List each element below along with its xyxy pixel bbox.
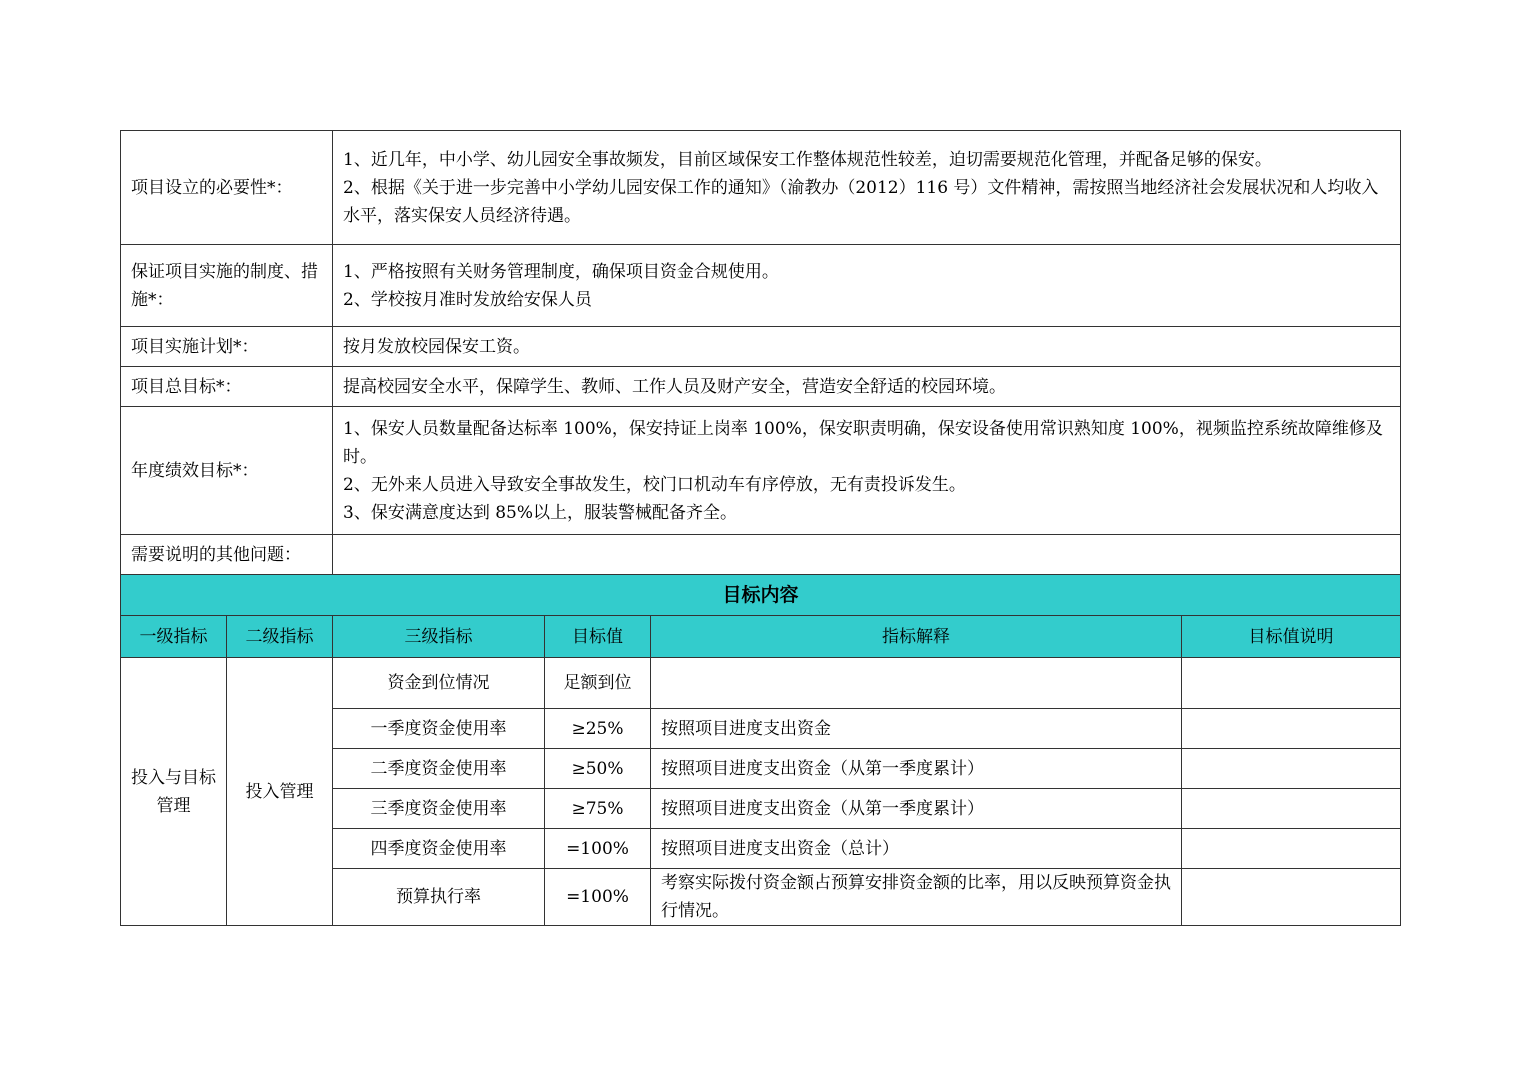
value-cell: ≥25% [545,709,651,749]
other-label: 需要说明的其他问题： [121,535,333,575]
indicator-cell: 资金到位情况 [333,658,545,709]
header-explanation: 指标解释 [651,616,1182,658]
value-cell: =100% [545,869,651,926]
note-cell [1182,829,1401,869]
annual-line-3: 3、保安满意度达到 85%以上，服装警械配备齐全。 [343,502,738,523]
note-cell [1182,749,1401,789]
value-cell: =100% [545,829,651,869]
note-cell [1182,658,1401,709]
explain-cell: 按照项目进度支出资金（从第一季度累计） [651,749,1182,789]
explain-cell: 按照项目进度支出资金 [651,709,1182,749]
plan-label: 项目实施计划*： [121,327,333,367]
explain-cell: 考察实际拨付资金额占预算安排资金额的比率，用以反映预算资金执行情况。 [651,869,1182,926]
header-level1: 一级指标 [121,616,227,658]
target-title: 目标内容 [121,575,1401,616]
target-header-row [121,616,1401,658]
necessity-line-1: 1、近几年，中小学、幼儿园安全事故频发，目前区域保安工作整体规范性较差，迫切需要规范化管理，并配备足够的保安。 [343,149,1272,170]
value-cell: ≥75% [545,789,651,829]
header-level3: 三级指标 [333,616,545,658]
goal-label: 项目总目标*： [121,367,333,407]
annual-line-2: 2、无外来人员进入导致安全事故发生，校门口机动车有序停放，无有责投诉发生。 [343,474,966,495]
indicator-cell: 预算执行率 [333,869,545,926]
note-cell [1182,789,1401,829]
annual-content [333,407,1401,535]
header-target-value: 目标值 [545,616,651,658]
value-cell: 足额到位 [545,658,651,709]
target-title-row [121,575,1401,616]
measures-content [333,245,1401,327]
measures-label: 保证项目实施的制度、措施*： [121,245,333,327]
necessity-label: 项目设立的必要性*： [121,131,333,245]
measures-line-2: 2、学校按月准时发放给安保人员 [343,289,592,310]
indicator-cell: 四季度资金使用率 [333,829,545,869]
goal-value: 提高校园安全水平，保障学生、教师、工作人员及财产安全，营造安全舒适的校园环境。 [333,367,1401,407]
annual-line-1: 1、保安人员数量配备达标率 100%，保安持证上岗率 100%，保安职责明确，保安设备使用常识熟知度 100%，视频监控系统故障维修及时。 [343,418,1383,467]
necessity-content [333,131,1401,245]
note-cell [1182,869,1401,926]
other-value [333,535,1401,575]
measures-row [121,245,1401,327]
annual-row [121,407,1401,535]
annual-label: 年度绩效目标*： [121,407,333,535]
plan-value: 按月发放校园保安工资。 [333,327,1401,367]
note-cell [1182,709,1401,749]
goal-row [121,367,1401,407]
plan-row [121,327,1401,367]
indicator-cell: 一季度资金使用率 [333,709,545,749]
header-level2: 二级指标 [227,616,333,658]
value-cell: ≥50% [545,749,651,789]
other-row [121,535,1401,575]
level1-cell: 投入与目标管理 [121,658,227,926]
indicator-cell: 二季度资金使用率 [333,749,545,789]
indicator-cell: 三季度资金使用率 [333,789,545,829]
header-value-note: 目标值说明 [1182,616,1401,658]
level2-cell: 投入管理 [227,658,333,926]
explain-cell [651,658,1182,709]
necessity-row [121,131,1401,245]
measures-line-1: 1、严格按照有关财务管理制度，确保项目资金合规使用。 [343,261,779,282]
project-performance-table [120,130,1401,926]
explain-cell: 按照项目进度支出资金（总计） [651,829,1182,869]
explain-cell: 按照项目进度支出资金（从第一季度累计） [651,789,1182,829]
necessity-line-2: 2、根据《关于进一步完善中小学幼儿园安保工作的通知》（渝教办（2012）116 号）文件精神，需按照当地经济社会发展状况和人均收入水平，落实保安人员经济待遇。 [343,177,1379,226]
table-row [121,658,1401,709]
